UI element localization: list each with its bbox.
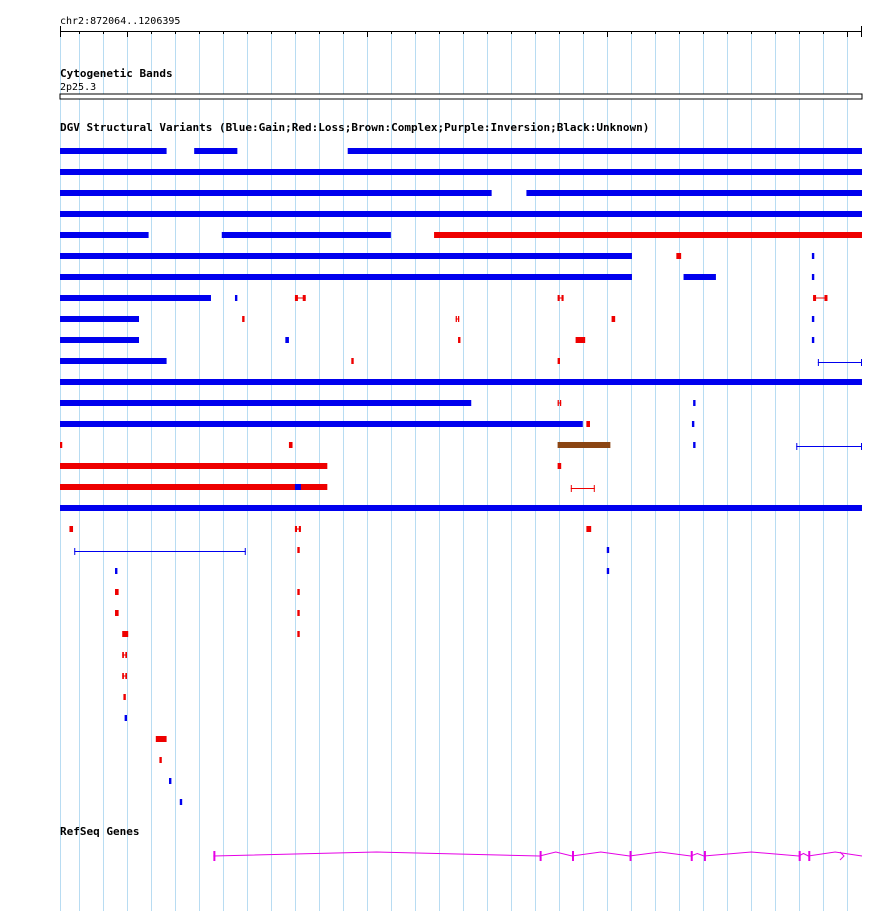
dgv-variant-feature[interactable] [60, 400, 471, 406]
dgv-variant[interactable] [60, 316, 139, 322]
dgv-variant-feature[interactable] [60, 442, 62, 448]
cytoband-label: 2p25.3 [60, 82, 97, 93]
dgv-variant-feature[interactable] [607, 568, 609, 574]
dgv-variant[interactable] [60, 190, 492, 196]
dgv-variant[interactable] [60, 253, 632, 259]
dgv-variant[interactable] [60, 463, 327, 469]
dgv-variant[interactable] [607, 547, 609, 553]
dgv-variant[interactable] [115, 610, 119, 616]
dgv-variant[interactable] [297, 631, 299, 637]
dgv-variant[interactable] [69, 526, 73, 532]
dgv-variant[interactable] [348, 148, 862, 154]
dgv-variant-feature[interactable] [297, 589, 299, 595]
dgv-variant-feature[interactable] [123, 694, 125, 700]
dgv-variant[interactable] [289, 442, 293, 448]
dgv-variant-feature[interactable] [693, 442, 695, 448]
dgv-variant-feature[interactable] [180, 799, 182, 805]
dgv-variant-feature[interactable] [812, 274, 814, 280]
dgv-variant-feature[interactable] [458, 337, 460, 343]
dgv-variant-feature[interactable] [558, 442, 611, 448]
dgv-variant-feature[interactable] [60, 484, 327, 490]
dgv-variant[interactable] [558, 295, 564, 301]
dgv-variant[interactable] [60, 442, 62, 448]
dgv-variant-feature[interactable] [607, 547, 609, 553]
dgv-variant[interactable] [297, 589, 299, 595]
dgv-variant-feature[interactable] [156, 736, 167, 742]
dgv-variant[interactable] [194, 148, 237, 154]
dgv-variant[interactable] [796, 443, 862, 450]
refseq-gene-exon[interactable] [540, 851, 542, 861]
dgv-variant[interactable] [60, 295, 211, 301]
dgv-variant[interactable] [60, 148, 167, 154]
dgv-variant-feature[interactable] [169, 778, 171, 784]
dgv-variant[interactable] [122, 673, 127, 679]
dgv-variant-feature[interactable] [812, 253, 814, 259]
dgv-variant[interactable] [692, 421, 694, 427]
dgv-variant-feature[interactable] [60, 337, 139, 343]
dgv-variant-feature[interactable] [159, 757, 161, 763]
dgv-variant[interactable] [607, 568, 609, 574]
dgv-variant[interactable] [571, 485, 595, 492]
dgv-variant-feature[interactable] [60, 316, 139, 322]
dgv-variant[interactable] [60, 358, 167, 364]
dgv-variant[interactable] [122, 652, 127, 658]
dgv-variant-feature[interactable] [351, 358, 353, 364]
refseq-genes-track [213, 851, 862, 861]
dgv-variant[interactable] [456, 316, 460, 322]
dgv-track-title[interactable]: DGV Structural Variants (Blue:Gain;Red:Loss;Brown:Complex;Purple:Inversion;Black:Unknown) [60, 121, 650, 134]
dgv-variant[interactable] [295, 484, 301, 490]
dgv-variant-feature[interactable] [348, 148, 862, 154]
dgv-variant[interactable] [676, 253, 681, 259]
dgv-variant-feature[interactable] [612, 316, 616, 322]
refseq-gene[interactable] [213, 851, 862, 861]
dgv-variant[interactable] [60, 400, 471, 406]
dgv-variant-feature[interactable] [69, 526, 73, 532]
dgv-variant-feature[interactable] [684, 274, 716, 280]
cytoband-ideogram[interactable] [60, 94, 862, 99]
dgv-variant-feature[interactable] [812, 337, 814, 343]
dgv-variant[interactable] [295, 526, 301, 532]
dgv-variant-feature[interactable] [586, 421, 590, 427]
dgv-variant-feature[interactable] [222, 232, 391, 238]
dgv-variant[interactable] [125, 715, 127, 721]
dgv-variant[interactable] [285, 337, 289, 343]
dgv-variant[interactable] [297, 610, 299, 616]
dgv-variant-feature[interactable] [676, 253, 681, 259]
dgv-variant[interactable] [351, 358, 353, 364]
dgv-variant[interactable] [586, 421, 590, 427]
dgv-variant-feature[interactable] [297, 610, 299, 616]
dgv-variant[interactable] [684, 274, 716, 280]
refseq-gene-exon[interactable] [704, 851, 706, 861]
dgv-variant[interactable] [558, 463, 562, 469]
dgv-variant[interactable] [526, 190, 862, 196]
dgv-variant[interactable] [693, 400, 695, 406]
dgv-variant-feature[interactable] [60, 169, 862, 175]
dgv-variant-feature[interactable] [558, 463, 562, 469]
dgv-variant[interactable] [74, 548, 246, 555]
dgv-variant[interactable] [60, 484, 327, 490]
refseq-gene-exon[interactable] [572, 851, 574, 861]
dgv-variant[interactable] [235, 295, 237, 301]
dgv-variant[interactable] [693, 442, 695, 448]
refseq-gene-exon[interactable] [630, 851, 632, 861]
dgv-variant-feature[interactable] [60, 379, 862, 385]
dgv-variant[interactable] [180, 799, 182, 805]
dgv-variant-feature[interactable] [122, 631, 128, 637]
dgv-variant[interactable] [156, 736, 167, 742]
dgv-variant[interactable] [586, 526, 591, 532]
refseq-gene-exon[interactable] [213, 851, 215, 861]
coordinate-ruler [60, 26, 862, 37]
dgv-variant[interactable] [297, 547, 299, 553]
dgv-variant[interactable] [812, 316, 814, 322]
dgv-variant-feature[interactable] [586, 526, 591, 532]
refseq-gene-exon[interactable] [808, 851, 810, 861]
dgv-variant[interactable] [60, 169, 862, 175]
dgv-variant[interactable] [222, 232, 391, 238]
grid-lines [61, 32, 848, 911]
dgv-variant[interactable] [295, 295, 306, 301]
dgv-variant[interactable] [115, 589, 119, 595]
dgv-variant-feature[interactable] [60, 421, 583, 427]
dgv-variant-feature[interactable] [60, 274, 632, 280]
dgv-variant-feature[interactable] [60, 190, 492, 196]
dgv-variant[interactable] [812, 274, 814, 280]
dgv-variant[interactable] [60, 211, 862, 217]
dgv-variant-feature[interactable] [125, 715, 127, 721]
dgv-variant-feature[interactable] [812, 316, 814, 322]
refseq-track-title[interactable]: RefSeq Genes [60, 825, 140, 838]
refseq-gene-intron-line[interactable] [213, 852, 862, 856]
dgv-variant-feature[interactable] [297, 547, 299, 553]
dgv-variant-feature[interactable] [235, 295, 237, 301]
dgv-variant[interactable] [169, 778, 171, 784]
dgv-variant-feature[interactable] [60, 148, 167, 154]
refseq-gene-exon[interactable] [799, 851, 801, 861]
dgv-variant-feature[interactable] [576, 337, 586, 343]
dgv-variant-feature[interactable] [194, 148, 237, 154]
dgv-variant[interactable] [60, 232, 149, 238]
dgv-variant[interactable] [812, 337, 814, 343]
dgv-variant[interactable] [813, 295, 827, 301]
cytoband-track-title[interactable]: Cytogenetic Bands [60, 67, 173, 80]
dgv-variant[interactable] [458, 337, 460, 343]
dgv-variant[interactable] [434, 232, 862, 238]
dgv-variant[interactable] [576, 337, 586, 343]
dgv-variant-feature[interactable] [692, 421, 694, 427]
cytoband-2p25-3[interactable] [60, 94, 862, 99]
dgv-variant-feature[interactable] [115, 610, 119, 616]
dgv-variant-feature[interactable] [60, 253, 632, 259]
dgv-variant[interactable] [60, 274, 632, 280]
dgv-variant-feature[interactable] [60, 463, 327, 469]
dgv-variant-feature[interactable] [295, 484, 301, 490]
dgv-variant[interactable] [818, 359, 862, 366]
dgv-variant[interactable] [60, 337, 139, 343]
dgv-variant[interactable] [60, 379, 862, 385]
dgv-variant[interactable] [558, 442, 611, 448]
dgv-variant-feature[interactable] [115, 568, 117, 574]
dgv-variant-feature[interactable] [285, 337, 289, 343]
dgv-variant-feature[interactable] [60, 505, 862, 511]
dgv-variant-feature[interactable] [558, 358, 560, 364]
dgv-variant[interactable] [242, 316, 244, 322]
dgv-variant-feature[interactable] [693, 400, 695, 406]
dgv-variant[interactable] [558, 358, 560, 364]
dgv-variant-feature[interactable] [434, 232, 862, 238]
dgv-variant-feature[interactable] [60, 295, 211, 301]
dgv-variant-feature[interactable] [60, 232, 149, 238]
dgv-variants-track [60, 148, 862, 805]
dgv-variant[interactable] [812, 253, 814, 259]
dgv-variant[interactable] [612, 316, 616, 322]
region-label: chr2:872064..1206395 [60, 16, 181, 27]
dgv-variant[interactable] [60, 505, 862, 511]
dgv-variant[interactable] [159, 757, 161, 763]
dgv-variant[interactable] [122, 631, 128, 637]
refseq-gene-exon[interactable] [691, 851, 693, 861]
dgv-variant-feature[interactable] [60, 211, 862, 217]
dgv-variant-feature[interactable] [115, 589, 119, 595]
dgv-variant-feature[interactable] [526, 190, 862, 196]
dgv-variant-feature[interactable] [60, 358, 167, 364]
dgv-variant[interactable] [123, 694, 125, 700]
dgv-variant-feature[interactable] [297, 631, 299, 637]
dgv-variant-feature[interactable] [289, 442, 293, 448]
dgv-variant-feature[interactable] [242, 316, 244, 322]
dgv-variant[interactable] [115, 568, 117, 574]
dgv-variant[interactable] [60, 421, 583, 427]
